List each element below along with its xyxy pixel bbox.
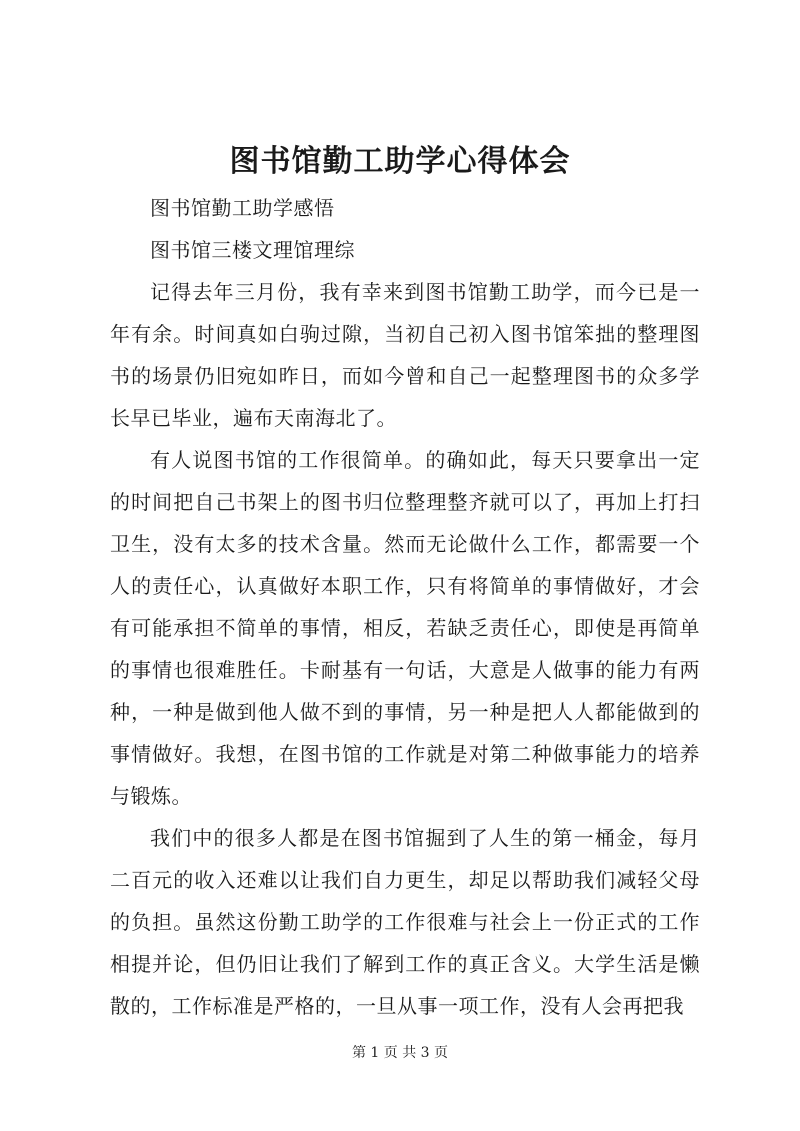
document-body [110,187,700,1027]
body-paragraph: 记得去年三月份，我有幸来到图书馆勤工助学，而今已是一年有余。时间真如白驹过隙，当初自己初入图书馆笨拙的整理图书的场景仍旧宛如昨日，而如今曾和自己一起整理图书的众多学长早已毕业，遍布天南海北了。 [110,280,700,430]
page-footer: 第 1 页 共 3 页 [351,1045,449,1061]
subtitle-paragraph: 图书馆勤工助学感悟 [150,196,335,220]
body-paragraph: 有人说图书馆的工作很简单。的确如此，每天只要拿出一定的时间把自己书架上的图书归位整理整齐就可以了，再加上打扫卫生，没有太多的技术含量。然而无论做什么工作，都需要一个人的责任心，认真做好本职工作，只有将简单的事情做好，才会有可能承担不简单的事情，相反，若缺乏责任心，即使是再简单的事情也很难胜任。卡耐基有一句话，大意是人做事的能力有两种，一种是做到他人做不到的事情，另一种是把人人都能做到的事情做好。我想，在图书馆的工作就是对第二种做事能力的培养与锻炼。 [110,448,700,808]
author-paragraph: 图书馆三楼文理馆理综 [150,238,355,262]
document-title: 图书馆勤工助学心得体会 [229,144,571,179]
body-paragraph: 我们中的很多人都是在图书馆掘到了人生的第一桶金，每月二百元的收入还难以让我们自力更生，却足以帮助我们减轻父母的负担。虽然这份勤工助学的工作很难与社会上一份正式的工作相提并论，但仍旧让我们了解到工作的真正含义。大学生活是懒散的，工作标准是严格的，一旦从事一项工作，没有人会再把我 [110,826,700,1018]
